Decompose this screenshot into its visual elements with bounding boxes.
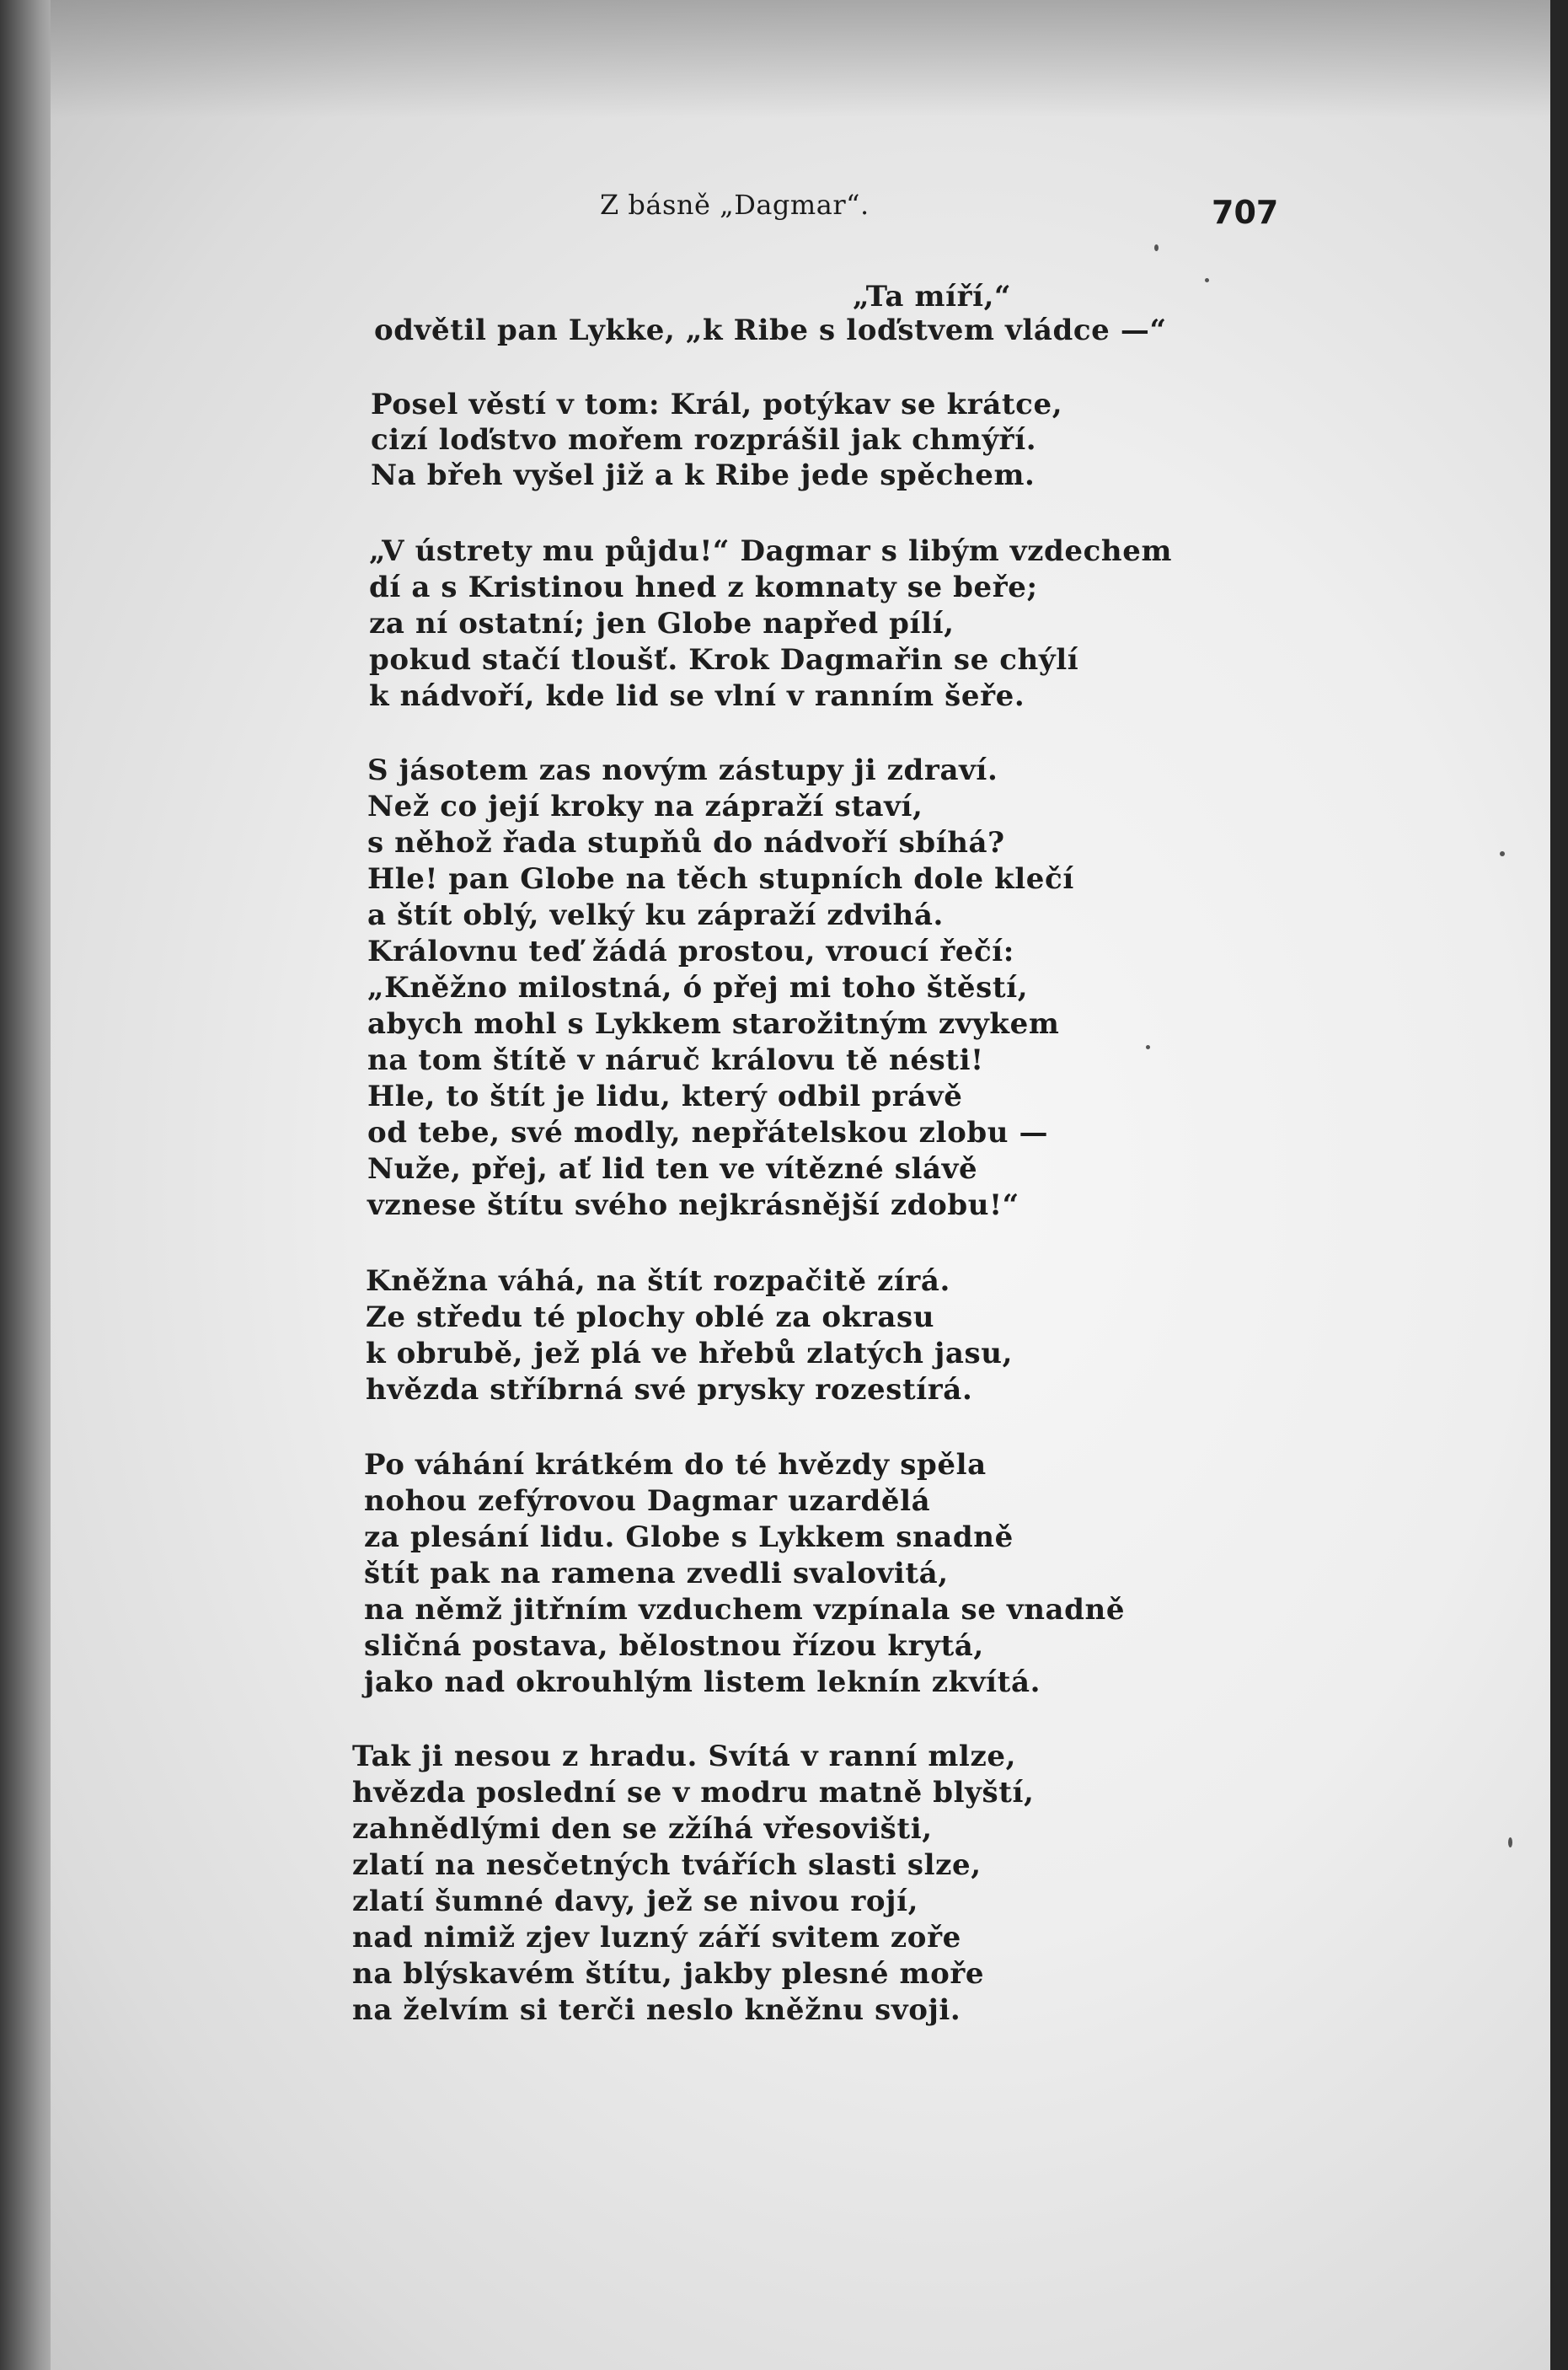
poem-line: na blýskavém štítu, jakby plesné moře <box>352 1957 985 1991</box>
poem-line: Kněžna váhá, na štít rozpačitě zírá. <box>366 1264 950 1298</box>
poem-body <box>51 0 1550 2370</box>
poem-line: od tebe, své modly, nepřátelskou zlobu — <box>367 1116 1049 1150</box>
page-sheet <box>51 0 1550 2370</box>
poem-line: „V ústrety mu půjdu!“ Dagmar s libým vzdechem <box>369 534 1173 568</box>
poem-line: zlatí šumné davy, jež se nivou rojí, <box>352 1885 919 1918</box>
poem-line: odvětil pan Lykke, „k Ribe s loďstvem vládce —“ <box>374 314 1167 347</box>
poem-line: dí a s Kristinou hned z komnaty se beře; <box>369 571 1038 604</box>
poem-line: abych mohl s Lykkem starožitným zvykem <box>367 1007 1060 1041</box>
poem-line: cizí loďstvo mořem rozprášil jak chmýří. <box>371 423 1037 457</box>
poem-line: pokud stačí tloušť. Krok Dagmařin se chýlí <box>369 643 1079 677</box>
running-title: Z básně „Dagmar“. <box>600 189 870 221</box>
scan-speck <box>1508 1837 1512 1847</box>
poem-line: Hle, to štít je lidu, který odbil právě <box>367 1080 963 1113</box>
page-number: 707 <box>1212 194 1279 231</box>
poem-line: zahnědlými den se zžíhá vřesovišti, <box>352 1812 933 1846</box>
poem-line: jako nad okrouhlým listem leknín zkvítá. <box>364 1665 1041 1699</box>
poem-line: Nuže, přej, ať lid ten ve vítězné slávě <box>367 1152 978 1186</box>
poem-line: „Kněžno milostná, ó přej mi toho štěstí, <box>367 971 1029 1005</box>
poem-line: Hle! pan Globe na těch stupních dole klečí <box>367 862 1074 896</box>
poem-line: Ze středu té plochy oblé za okrasu <box>366 1300 935 1334</box>
poem-line: hvězda stříbrná své prysky rozestírá. <box>366 1373 973 1407</box>
poem-line: vznese štítu svého nejkrásnější zdobu!“ <box>367 1188 1019 1222</box>
poem-line: nad nimiž zjev luzný září svitem zoře <box>352 1921 961 1954</box>
scan-speck <box>1205 278 1209 282</box>
poem-line: sličná postava, bělostnou řízou krytá, <box>364 1629 984 1663</box>
scan-speck <box>1146 1045 1150 1049</box>
poem-line: hvězda poslední se v modru matně blyští, <box>352 1776 1035 1810</box>
poem-line: k nádvoří, kde lid se vlní v ranním šeře. <box>369 679 1025 713</box>
poem-line: Než co její kroky na zápraží staví, <box>367 790 923 823</box>
poem-line: Královnu teď žádá prostou, vroucí řečí: <box>367 935 1014 968</box>
poem-line: S jásotem zas novým zástupy ji zdraví. <box>367 753 998 787</box>
poem-line: za plesání lidu. Globe s Lykkem snadně <box>364 1520 1014 1554</box>
poem-line: na němž jitřním vzduchem vzpínala se vnadně <box>364 1593 1126 1627</box>
poem-line: Na břeh vyšel již a k Ribe jede spěchem. <box>371 458 1036 492</box>
poem-line: za ní ostatní; jen Globe napřed pílí, <box>369 607 955 641</box>
poem-line: nohou zefýrovou Dagmar uzardělá <box>364 1484 931 1518</box>
poem-line: Po váhání krátkém do té hvězdy spěla <box>364 1448 987 1482</box>
poem-line: zlatí na nesčetných tvářích slasti slze, <box>352 1848 982 1882</box>
poem-line: Tak ji nesou z hradu. Svítá v ranní mlze, <box>352 1740 1017 1773</box>
poem-line: na tom štítě v náruč královu tě nésti! <box>367 1043 984 1077</box>
poem-line: štít pak na ramena zvedli svalovitá, <box>364 1557 949 1590</box>
scan-speck <box>1500 851 1505 856</box>
poem-line: k obrubě, jež plá ve hřebů zlatých jasu, <box>366 1337 1014 1370</box>
poem-line: a štít oblý, velký ku zápraží zdvihá. <box>367 898 944 932</box>
scan-speck <box>1154 244 1159 251</box>
poem-line: s něhož řada stupňů do nádvoří sbíhá? <box>367 826 1005 860</box>
poem-line: na želvím si terči neslo kněžnu svoji. <box>352 1993 961 2027</box>
poem-line: Posel věstí v tom: Král, potýkav se krátce, <box>371 388 1063 421</box>
poem-line: „Ta míří,“ <box>853 280 1012 314</box>
